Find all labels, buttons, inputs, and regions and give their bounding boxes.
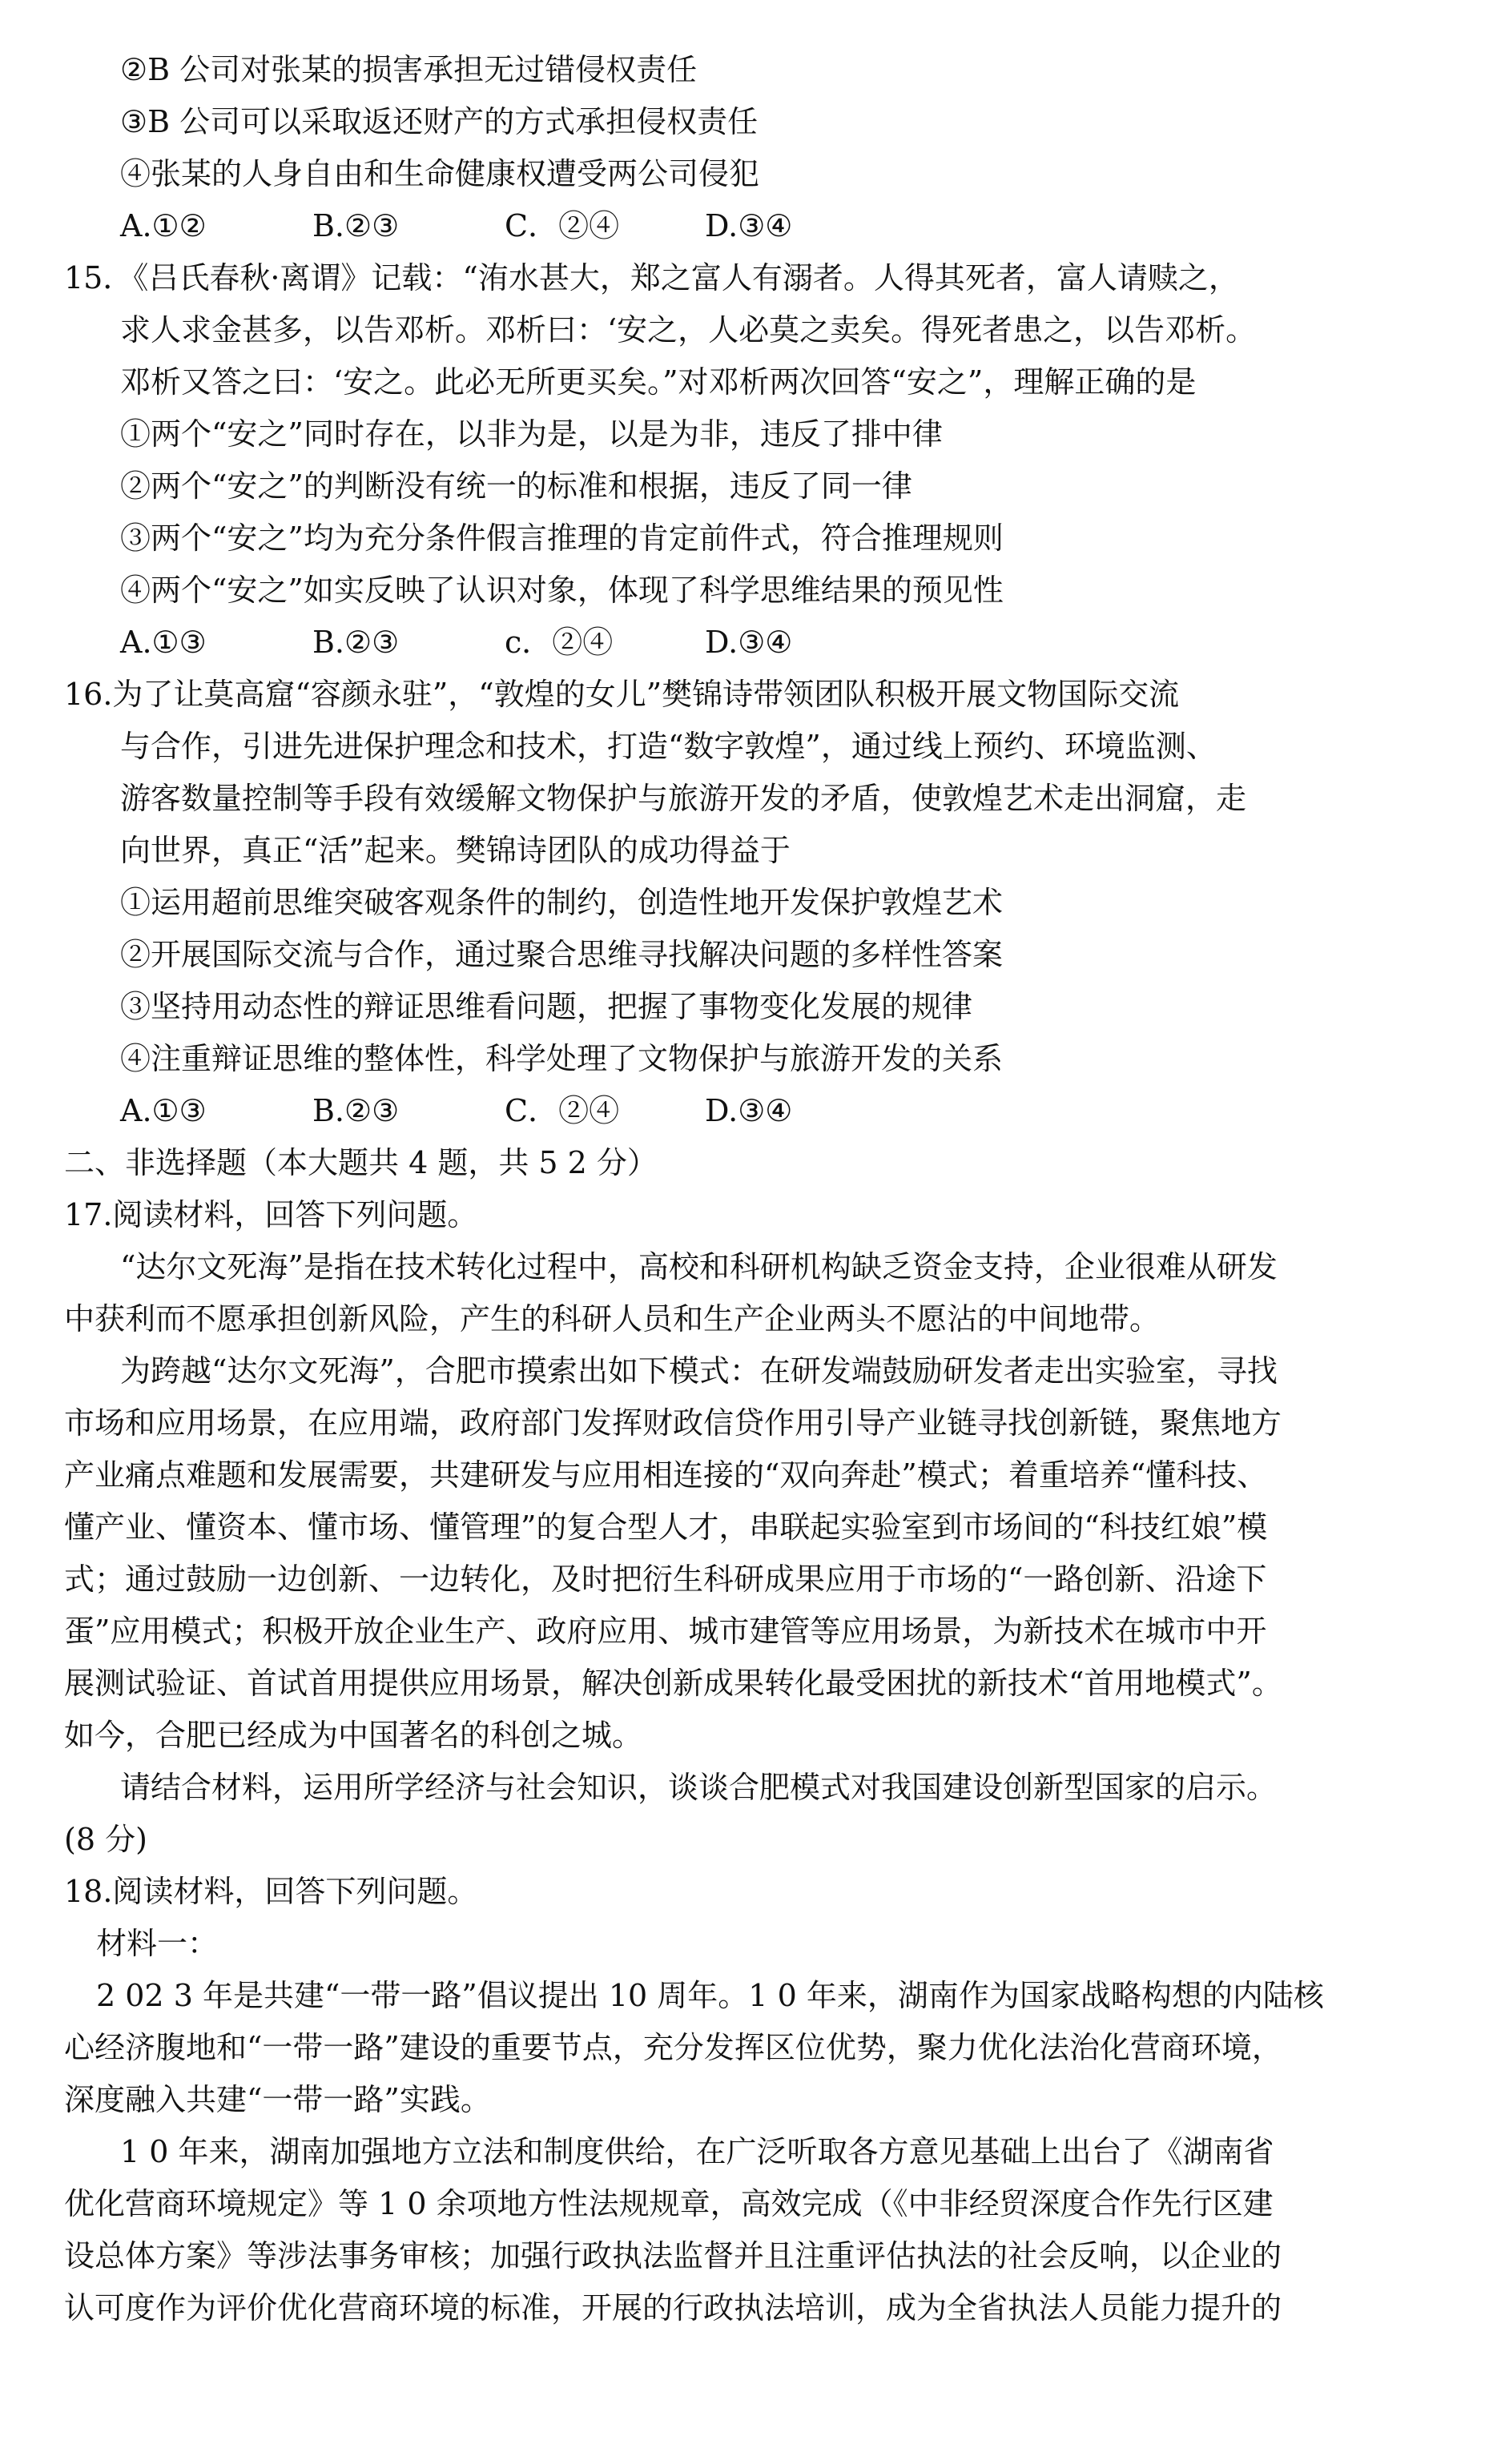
section-heading: 二、非选择题（本大题共 4 题，共 5 2 分）: [64, 1145, 658, 1180]
q16-stem-line-1: 16.为了让莫高窟“容颜永驻”，“敦煌的女儿”樊锦诗带领团队积极开展文物国际交流: [64, 677, 1180, 712]
q16-option-1: ①运用超前思维突破客观条件的制约，创造性地开发保护敦煌艺术: [120, 885, 1004, 920]
q14-option-2: ②B 公司对张某的损害承担无过错侵权责任: [120, 52, 698, 87]
q16-answer-choices: [120, 1091, 792, 1131]
q16-choice-d: D.③④: [705, 1093, 793, 1128]
q15-choice-d: D.③④: [705, 625, 793, 660]
q18-para2-line-2: 优化营商环境规定》等 1 0 余项地方性法规规章，高效完成（《中非经贸深度合作先行区建: [64, 2186, 1274, 2221]
q15-option-4: ④两个“安之”如实反映了认识对象，体现了科学思维结果的预见性: [120, 573, 1004, 608]
q17-para1-line-2: 中获利而不愿承担创新风险，产生的科研人员和生产企业两头不愿沾的中间地带。: [64, 1301, 1161, 1337]
q15-stem-line-3: 邓析又答之曰：‘安之。此必无所更买矣。”对邓析两次回答“安之”，理解正确的是: [120, 364, 1197, 400]
q14-choice-b: B.②③: [312, 208, 400, 243]
q16-choice-c: C．②④: [505, 1093, 620, 1128]
q18-para2-line-4: 认可度作为评价优化营商环境的标准，开展的行政执法培训，成为全省执法人员能力提升的: [64, 2290, 1282, 2325]
q15-answer-choices: [120, 622, 792, 662]
q16-stem-line-4: 向世界，真正“活”起来。樊锦诗团队的成功得益于: [120, 833, 791, 868]
q18-para2-line-1: 1 0 年来，湖南加强地方立法和制度供给，在广泛听取各方意见基础上出台了《湖南省: [120, 2134, 1274, 2169]
q16-option-4: ④注重辩证思维的整体性，科学处理了文物保护与旅游开发的关系: [120, 1041, 1004, 1076]
q15-option-3: ③两个“安之”均为充分条件假言推理的肯定前件式，符合推理规则: [120, 521, 1004, 556]
q17-para2-line-2: 市场和应用场景，在应用端，政府部门发挥财政信贷作用引导产业链寻找创新链，聚焦地方: [64, 1405, 1282, 1441]
q17-para2-line-6: 蛋”应用模式；积极开放企业生产、政府应用、城市建管等应用场景，为新技术在城市中开: [64, 1614, 1267, 1649]
q16-choice-b: B.②③: [312, 1093, 400, 1128]
q16-stem-line-3: 游客数量控制等手段有效缓解文物保护与旅游开发的矛盾，使敦煌艺术走出洞窟，走: [120, 781, 1247, 816]
q17-para2-line-5: 式；通过鼓励一边创新、一边转化，及时把衍生科研成果应用于市场的“一路创新、沿途下: [64, 1562, 1267, 1597]
q17-para2-line-7: 展测试验证、首试首用提供应用场景，解决创新成果转化最受困扰的新技术“首用地模式”。: [64, 1666, 1282, 1701]
q17-para2-line-1: 为跨越“达尔文死海”，合肥市摸索出如下模式：在研发端鼓励研发者走出实验室，寻找: [120, 1353, 1278, 1389]
q15-option-2: ②两个“安之”的判断没有统一的标准和根据，违反了同一律: [120, 468, 912, 504]
q18-para1-line-2: 心经济腹地和“一带一路”建设的重要节点，充分发挥区位优势，聚力优化法治化营商环境，: [64, 2030, 1282, 2065]
q16-option-2: ②开展国际交流与合作，通过聚合思维寻找解决问题的多样性答案: [120, 937, 1004, 972]
q18-para1-line-3: 深度融入共建“一带一路”实践。: [64, 2082, 491, 2117]
q17-question-score: (8 分): [64, 1822, 147, 1857]
q15-option-1: ①两个“安之”同时存在，以非为是，以是为非，违反了排中律: [120, 416, 943, 452]
q15-stem-line-2: 求人求金甚多，以告邓析。邓析曰：‘安之，人必莫之卖矣。得死者患之，以告邓析。: [120, 312, 1257, 348]
q18-material-label: 材料一：: [96, 1926, 219, 1961]
q14-choice-d: D.③④: [705, 208, 793, 243]
q17-para2-line-4: 懂产业、懂资本、懂市场、懂管理”的复合型人才，串联起实验室到市场间的“科技红娘”模: [64, 1509, 1268, 1545]
q14-answer-choices: [120, 206, 792, 246]
q18-para1-line-1: 2 02 3 年是共建“一带一路”倡议提出 10 周年。1 0 年来，湖南作为国家战略构想的内陆核: [96, 1978, 1324, 2013]
q14-option-3: ③B 公司可以采取返还财产的方式承担侵权责任: [120, 104, 759, 139]
q17-question-line-1: 请结合材料，运用所学经济与社会知识，谈谈合肥模式对我国建设创新型国家的启示。: [120, 1770, 1278, 1805]
q18-para2-line-3: 设总体方案》等涉法事务审核；加强行政执法监督并且注重评估执法的社会反响，以企业的: [64, 2238, 1282, 2273]
q14-choice-a: A.①②: [120, 208, 207, 243]
q16-choice-a: A.①③: [120, 1093, 207, 1128]
q16-option-3: ③坚持用动态性的辩证思维看问题，把握了事物变化发展的规律: [120, 989, 973, 1024]
q17-para2-line-3: 产业痛点难题和发展需要，共建研发与应用相连接的“双向奔赴”模式；着重培养“懂科技、: [64, 1457, 1268, 1493]
q15-choice-c: c．②④: [505, 625, 614, 660]
q16-stem-line-2: 与合作，引进先进保护理念和技术，打造“数字敦煌”，通过线上预约、环境监测、: [120, 729, 1217, 764]
q15-stem-line-1: 15．《吕氏春秋·离谓》记载：“洧水甚大，郑之富人有溺者。人得其死者，富人请赎之，: [64, 260, 1239, 295]
q17-para1-line-1: “达尔文死海”是指在技术转化过程中，高校和科研机构缺乏资金支持，企业很难从研发: [120, 1249, 1278, 1284]
q14-option-4: ④张某的人身自由和生命健康权遭受两公司侵犯: [120, 156, 760, 191]
q18-title: 18.阅读材料，回答下列问题。: [64, 1874, 478, 1909]
q17-title: 17.阅读材料，回答下列问题。: [64, 1197, 478, 1232]
q17-para2-line-8: 如今，合肥已经成为中国著名的科创之城。: [64, 1718, 643, 1753]
q14-choice-c: C．②④: [505, 208, 620, 243]
q15-choice-a: A.①③: [120, 625, 207, 660]
q15-choice-b: B.②③: [312, 625, 400, 660]
